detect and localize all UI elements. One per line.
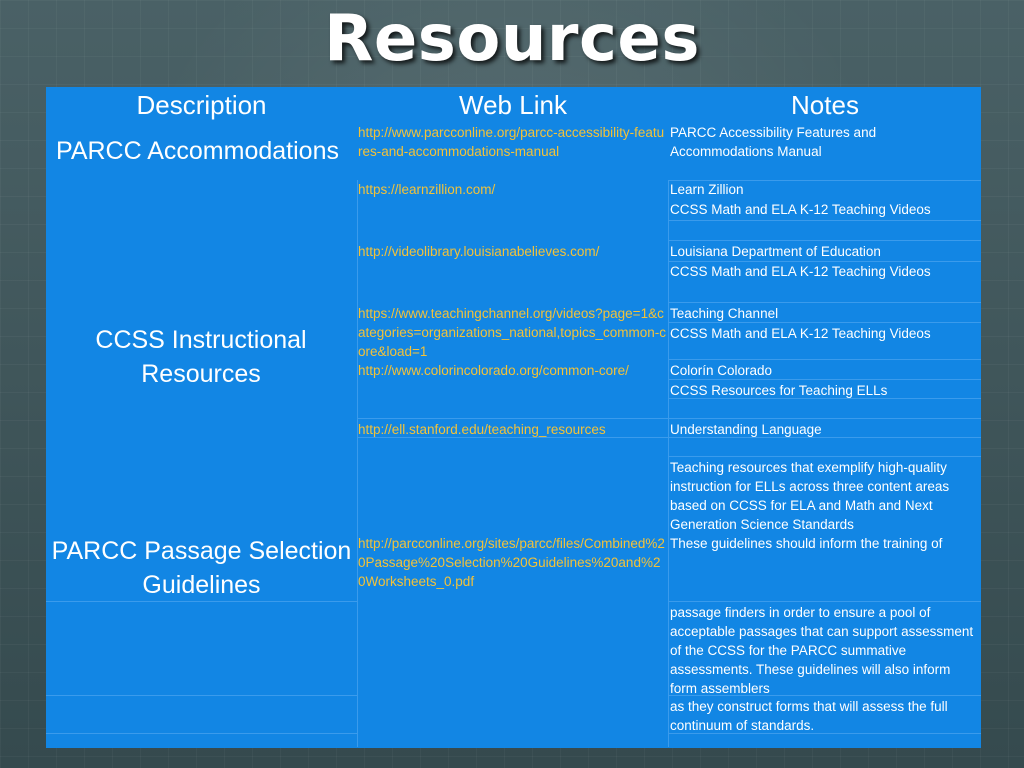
row-divider (669, 240, 981, 241)
note-text: CCSS Math and ELA K-12 Teaching Videos (670, 202, 931, 217)
note-text: Teaching Channel (670, 306, 779, 321)
note-text: These guidelines should inform the training of (670, 536, 943, 551)
col-divider (357, 180, 358, 747)
row-divider (669, 456, 981, 457)
resources-table (46, 87, 981, 748)
row-divider (669, 359, 981, 360)
note-text: CCSS Math and ELA K-12 Teaching Videos (670, 264, 931, 279)
row-divider (669, 601, 981, 602)
row-divider (669, 220, 981, 221)
link-parcc-manual[interactable]: http://www.parcconline.org/parcc-accessibility-features-and-accommodations-manual (358, 125, 665, 159)
link-colorincolorado[interactable]: http://www.colorincolorado.org/common-core/ (358, 363, 629, 378)
note-text: PARCC Accessibility Features and Accommodations Manual (670, 125, 877, 159)
note-text: Understanding Language (670, 422, 822, 437)
header-web-link: Web Link (459, 90, 567, 120)
row-divider (669, 418, 981, 419)
header-notes: Notes (791, 90, 859, 120)
slide-title: Resources (324, 2, 700, 76)
description-parcc-accommodations: PARCC Accommodations (56, 137, 339, 165)
description-ccss-instructional: CCSS Instructional Resources (95, 326, 307, 388)
row-divider (46, 695, 357, 696)
description-parcc-passage: PARCC Passage Selection Guidelines (51, 537, 352, 599)
note-text: Colorín Colorado (670, 363, 773, 378)
link-parcc-passage[interactable]: http://parcconline.org/sites/parcc/files/Combined%20Passage%20Selection%20Guidelines%20and%20Worksheets_0.pdf (358, 536, 665, 589)
note-text: CCSS Resources for Teaching ELLs (670, 383, 888, 398)
note-text: CCSS Math and ELA K-12 Teaching Videos (670, 326, 931, 341)
note-text: Learn Zillion (670, 182, 744, 197)
link-louisiana[interactable]: http://videolibrary.louisianabelieves.com/ (358, 244, 600, 259)
row-divider (669, 302, 981, 303)
header-description: Description (136, 90, 267, 120)
row-divider (358, 418, 668, 419)
note-text: passage finders in order to ensure a pool of acceptable passages that can support assessment of the CCSS for the PARCC summative assessments. These guidelines will also inform form assemblers (670, 605, 974, 696)
link-stanford[interactable]: http://ell.stanford.edu/teaching_resources (358, 422, 606, 437)
link-teaching-channel[interactable]: https://www.teachingchannel.org/videos?page=1&categories=organizations_national,topics_common-core&load=1 (358, 306, 667, 359)
row-divider (46, 733, 357, 734)
col-divider (668, 180, 669, 747)
link-learnzillion[interactable]: https://learnzillion.com/ (358, 182, 496, 197)
note-text: as they construct forms that will assess the full continuum of standards. (670, 699, 948, 733)
note-text: Teaching resources that exemplify high-quality instruction for ELLs across three content areas based on CCSS for ELA and Math and Next Generation Science Standards (670, 460, 950, 532)
note-text: Louisiana Department of Education (670, 244, 881, 259)
